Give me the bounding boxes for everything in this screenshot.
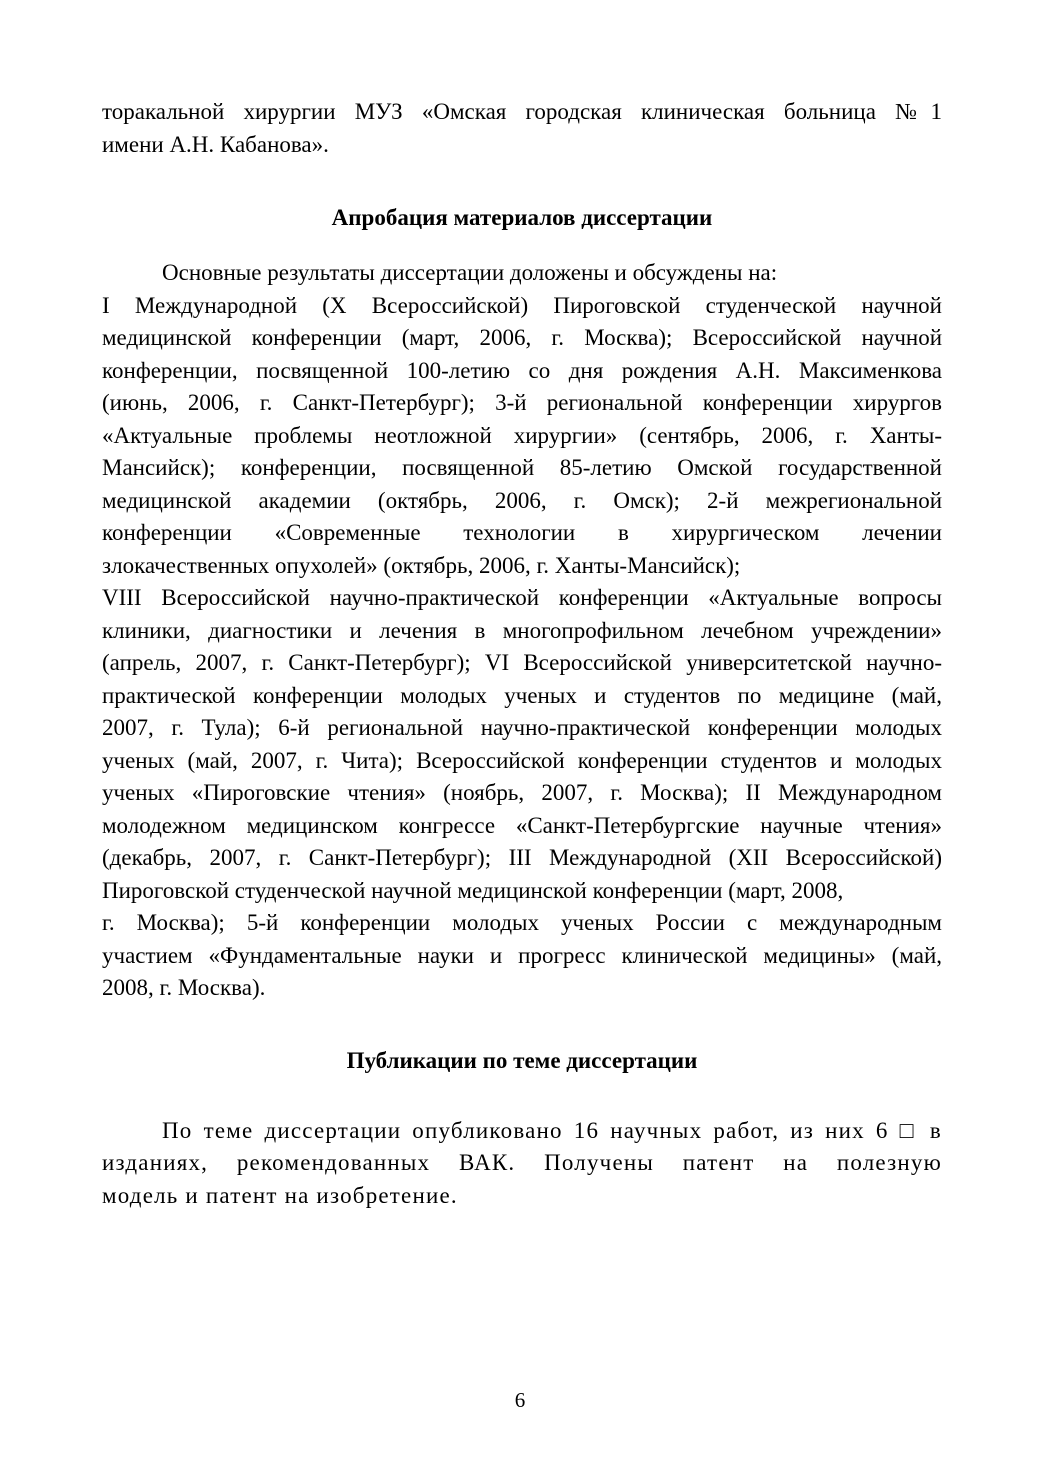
approbation-line-16: ученых (май, 2007, г. Чита); Всероссийской конференции студентов и молодых [102, 747, 942, 773]
approbation-line-20: Пироговской студенческой научной медицинской конференции (март, 2008, [102, 877, 844, 903]
approbation-line-3: медицинской конференции (март, 2006, г. Москва); Всероссийской научной [102, 325, 942, 350]
section-heading-publications: Публикации по теме диссертации [346, 1047, 698, 1073]
approbation-line-1: Основные результаты диссертации доложены и обсуждены на: [162, 260, 778, 285]
approbation-line-10: злокачественных опухолей» (октябрь, 2006, г. Ханты-Мансийск); [102, 552, 741, 578]
publications-line-1: По теме диссертации опубликовано 16 научных работ, из них 6 □ в [162, 1117, 942, 1143]
publications-line-3: модель и патент на изобретение. [102, 1182, 458, 1208]
approbation-line-11: VIII Всероссийской научно-практической конференции «Актуальные вопросы [102, 585, 942, 610]
approbation-line-19: (декабрь, 2007, г. Санкт-Петербург); III Международной (XII Всероссийской) [102, 845, 942, 870]
approbation-line-22: участием «Фундаментальные науки и прогресс клинической медицины» (май, [102, 942, 942, 968]
approbation-line-17: ученых «Пироговские чтения» (ноябрь, 2007, г. Москва); II Международном [102, 780, 942, 805]
intro-line-1: торакальной хирургии МУЗ «Омская городская клиническая больница №1 [102, 99, 942, 124]
approbation-line-15: 2007, г. Тула); 6-й региональной научно-практической конференции молодых [102, 715, 942, 740]
approbation-line-8: медицинской академии (октябрь, 2006, г. Омск); 2-й межрегиональной [102, 487, 942, 513]
approbation-line-6: «Актуальные проблемы неотложной хирургии» (сентябрь, 2006, г. Ханты- [102, 422, 942, 448]
approbation-line-4: конференции, посвященной 100-летию со дня рождения А.Н. Максименкова [102, 357, 942, 383]
approbation-line-2: I Международной (X Всероссийской) Пироговской студенческой научной [102, 292, 942, 318]
document-page [102, 96, 942, 1212]
section-heading-approbation: Апробация материалов диссертации [331, 205, 713, 230]
approbation-line-14: практической конференции молодых ученых и студентов по медицине (май, [102, 682, 942, 708]
page-number: 6 [514, 1388, 526, 1412]
approbation-line-12: клиники, диагностики и лечения в многопрофильном лечебном учреждении» [102, 617, 942, 643]
approbation-line-21: г. Москва); 5-й конференции молодых ученых России с международным [102, 910, 942, 935]
approbation-line-7: Мансийск); конференции, посвященной 85-летию Омской государственной [102, 455, 942, 480]
approbation-line-13: (апрель, 2007, г. Санкт-Петербург); VI Всероссийской университетской научно- [102, 650, 942, 675]
publications-line-2: изданиях, рекомендованных ВАК. Получены патент на полезную [102, 1150, 942, 1175]
approbation-line-5: (июнь, 2006, г. Санкт-Петербург); 3-й региональной конференции хирургов [102, 390, 942, 415]
approbation-line-9: конференции «Современные технологии в хирургическом лечении [102, 520, 942, 545]
intro-line-2: имени А.Н. Кабанова». [102, 131, 329, 157]
approbation-line-18: молодежном медицинском конгрессе «Санкт-Петербургские научные чтения» [102, 812, 942, 838]
approbation-line-23: 2008, г. Москва). [102, 975, 266, 1000]
